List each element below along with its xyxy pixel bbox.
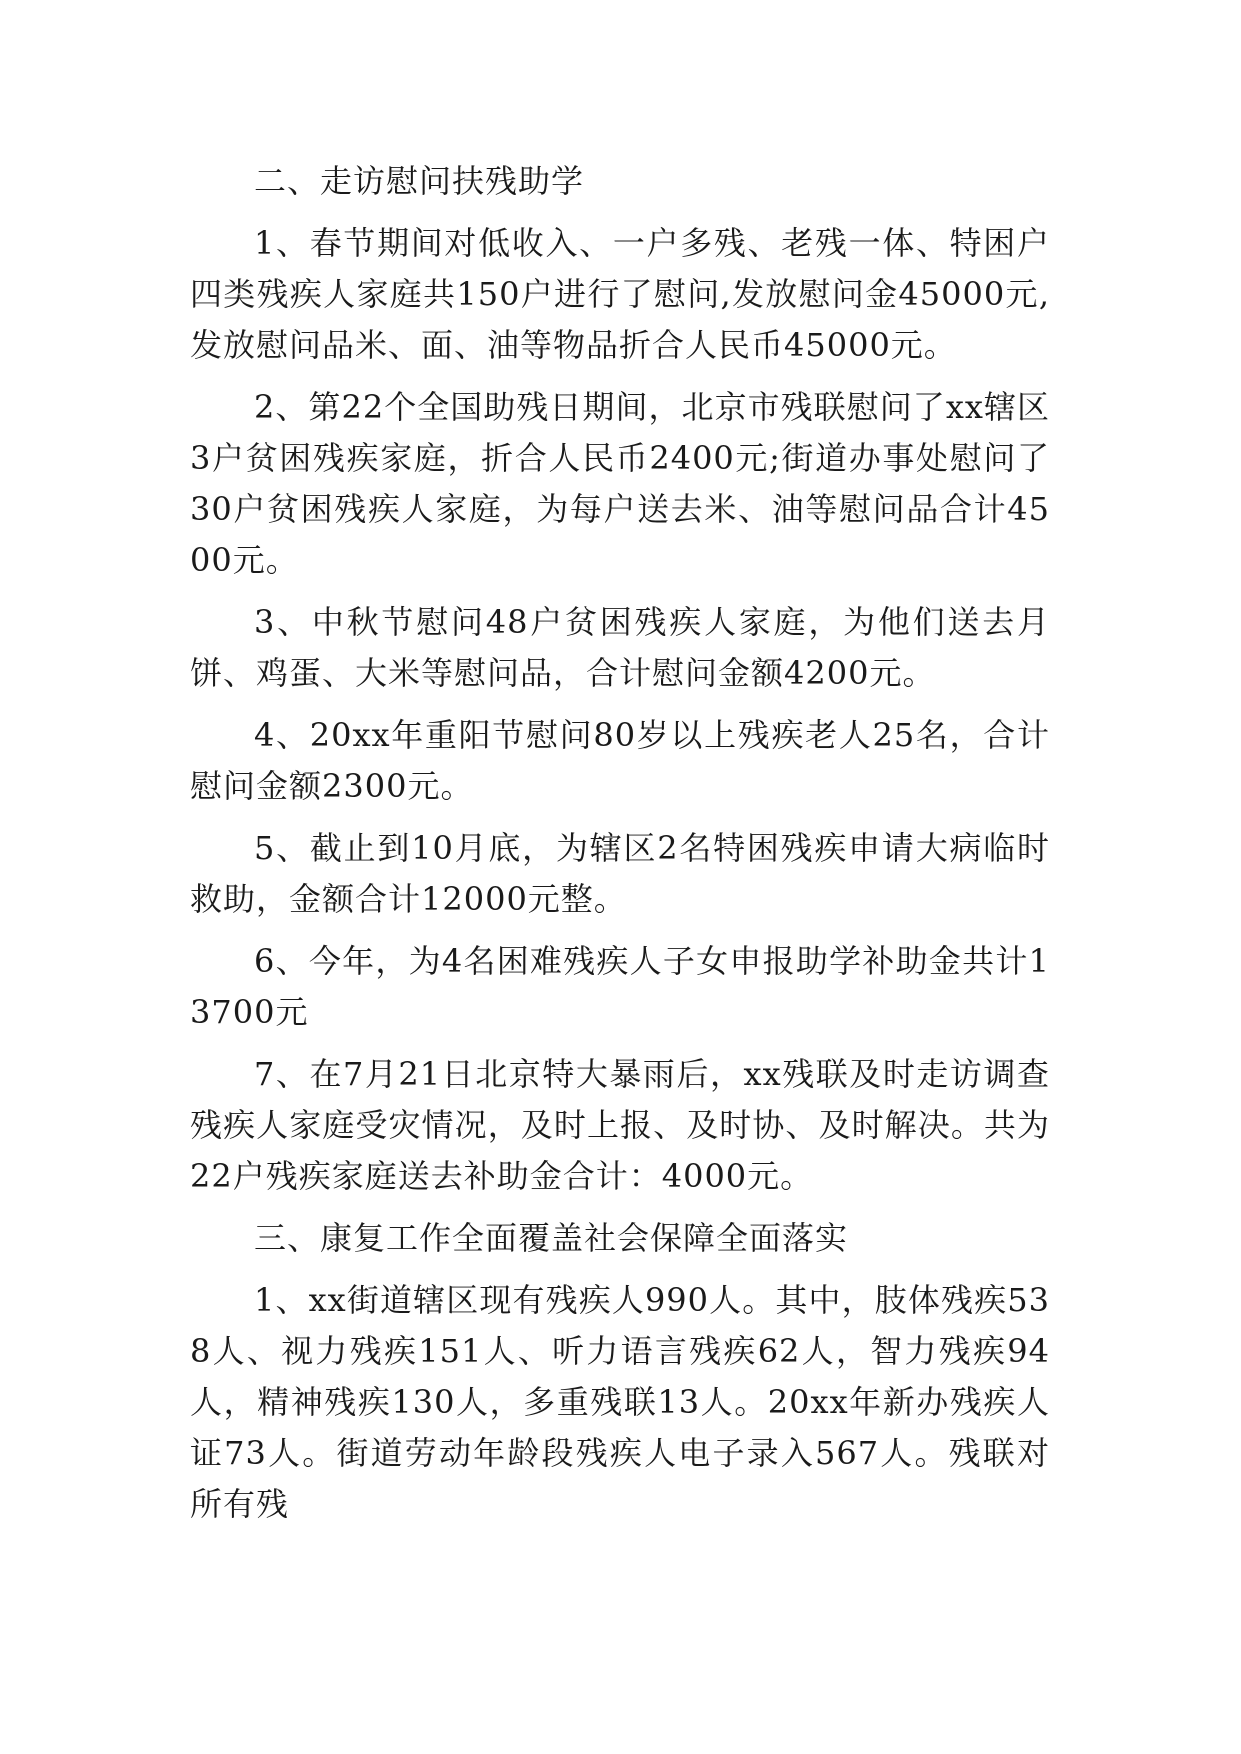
section-heading: 二、走访慰问扶残助学 — [254, 162, 585, 200]
paragraph: 2、第22个全国助残日期间，北京市残联慰问了xx辖区3户贫困残疾家庭，折合人民币2400元;街道办事处慰问了30户贫困残疾人家庭，为每户送去米、油等慰问品合计4500元。 — [190, 388, 1050, 579]
paragraph: 7、在7月21日北京特大暴雨后，xx残联及时走访调查残疾人家庭受灾情况，及时上报、及时协、及时解决。共为22户残疾家庭送去补助金合计：4000元。 — [190, 1055, 1050, 1195]
paragraph: 1、xx街道辖区现有残疾人990人。其中，肢体残疾538人、视力残疾151人、听力语言残疾62人，智力残疾94人，精神残疾130人，多重残联13人。20xx年新办残疾人证73人。街道劳动年龄段残疾人电子录入567人。残联对所有残 — [190, 1281, 1050, 1523]
paragraph: 4、20xx年重阳节慰问80岁以上残疾老人25名，合计慰问金额2300元。 — [190, 716, 1050, 805]
paragraph: 5、截止到10月底，为辖区2名特困残疾申请大病临时救助，金额合计12000元整。 — [190, 829, 1050, 918]
paragraph: 6、今年，为4名困难残疾人子女申报助学补助金共计13700元 — [190, 942, 1050, 1031]
section-heading: 三、康复工作全面覆盖社会保障全面落实 — [254, 1219, 849, 1257]
paragraph: 3、中秋节慰问48户贫困残疾人家庭，为他们送去月饼、鸡蛋、大米等慰问品，合计慰问金额4200元。 — [190, 603, 1050, 692]
document-body — [190, 156, 1050, 1541]
paragraph: 1、春节期间对低收入、一户多残、老残一体、特困户四类残疾人家庭共150户进行了慰问,发放慰问金45000元,发放慰问品米、面、油等物品折合人民币45000元。 — [190, 224, 1050, 364]
